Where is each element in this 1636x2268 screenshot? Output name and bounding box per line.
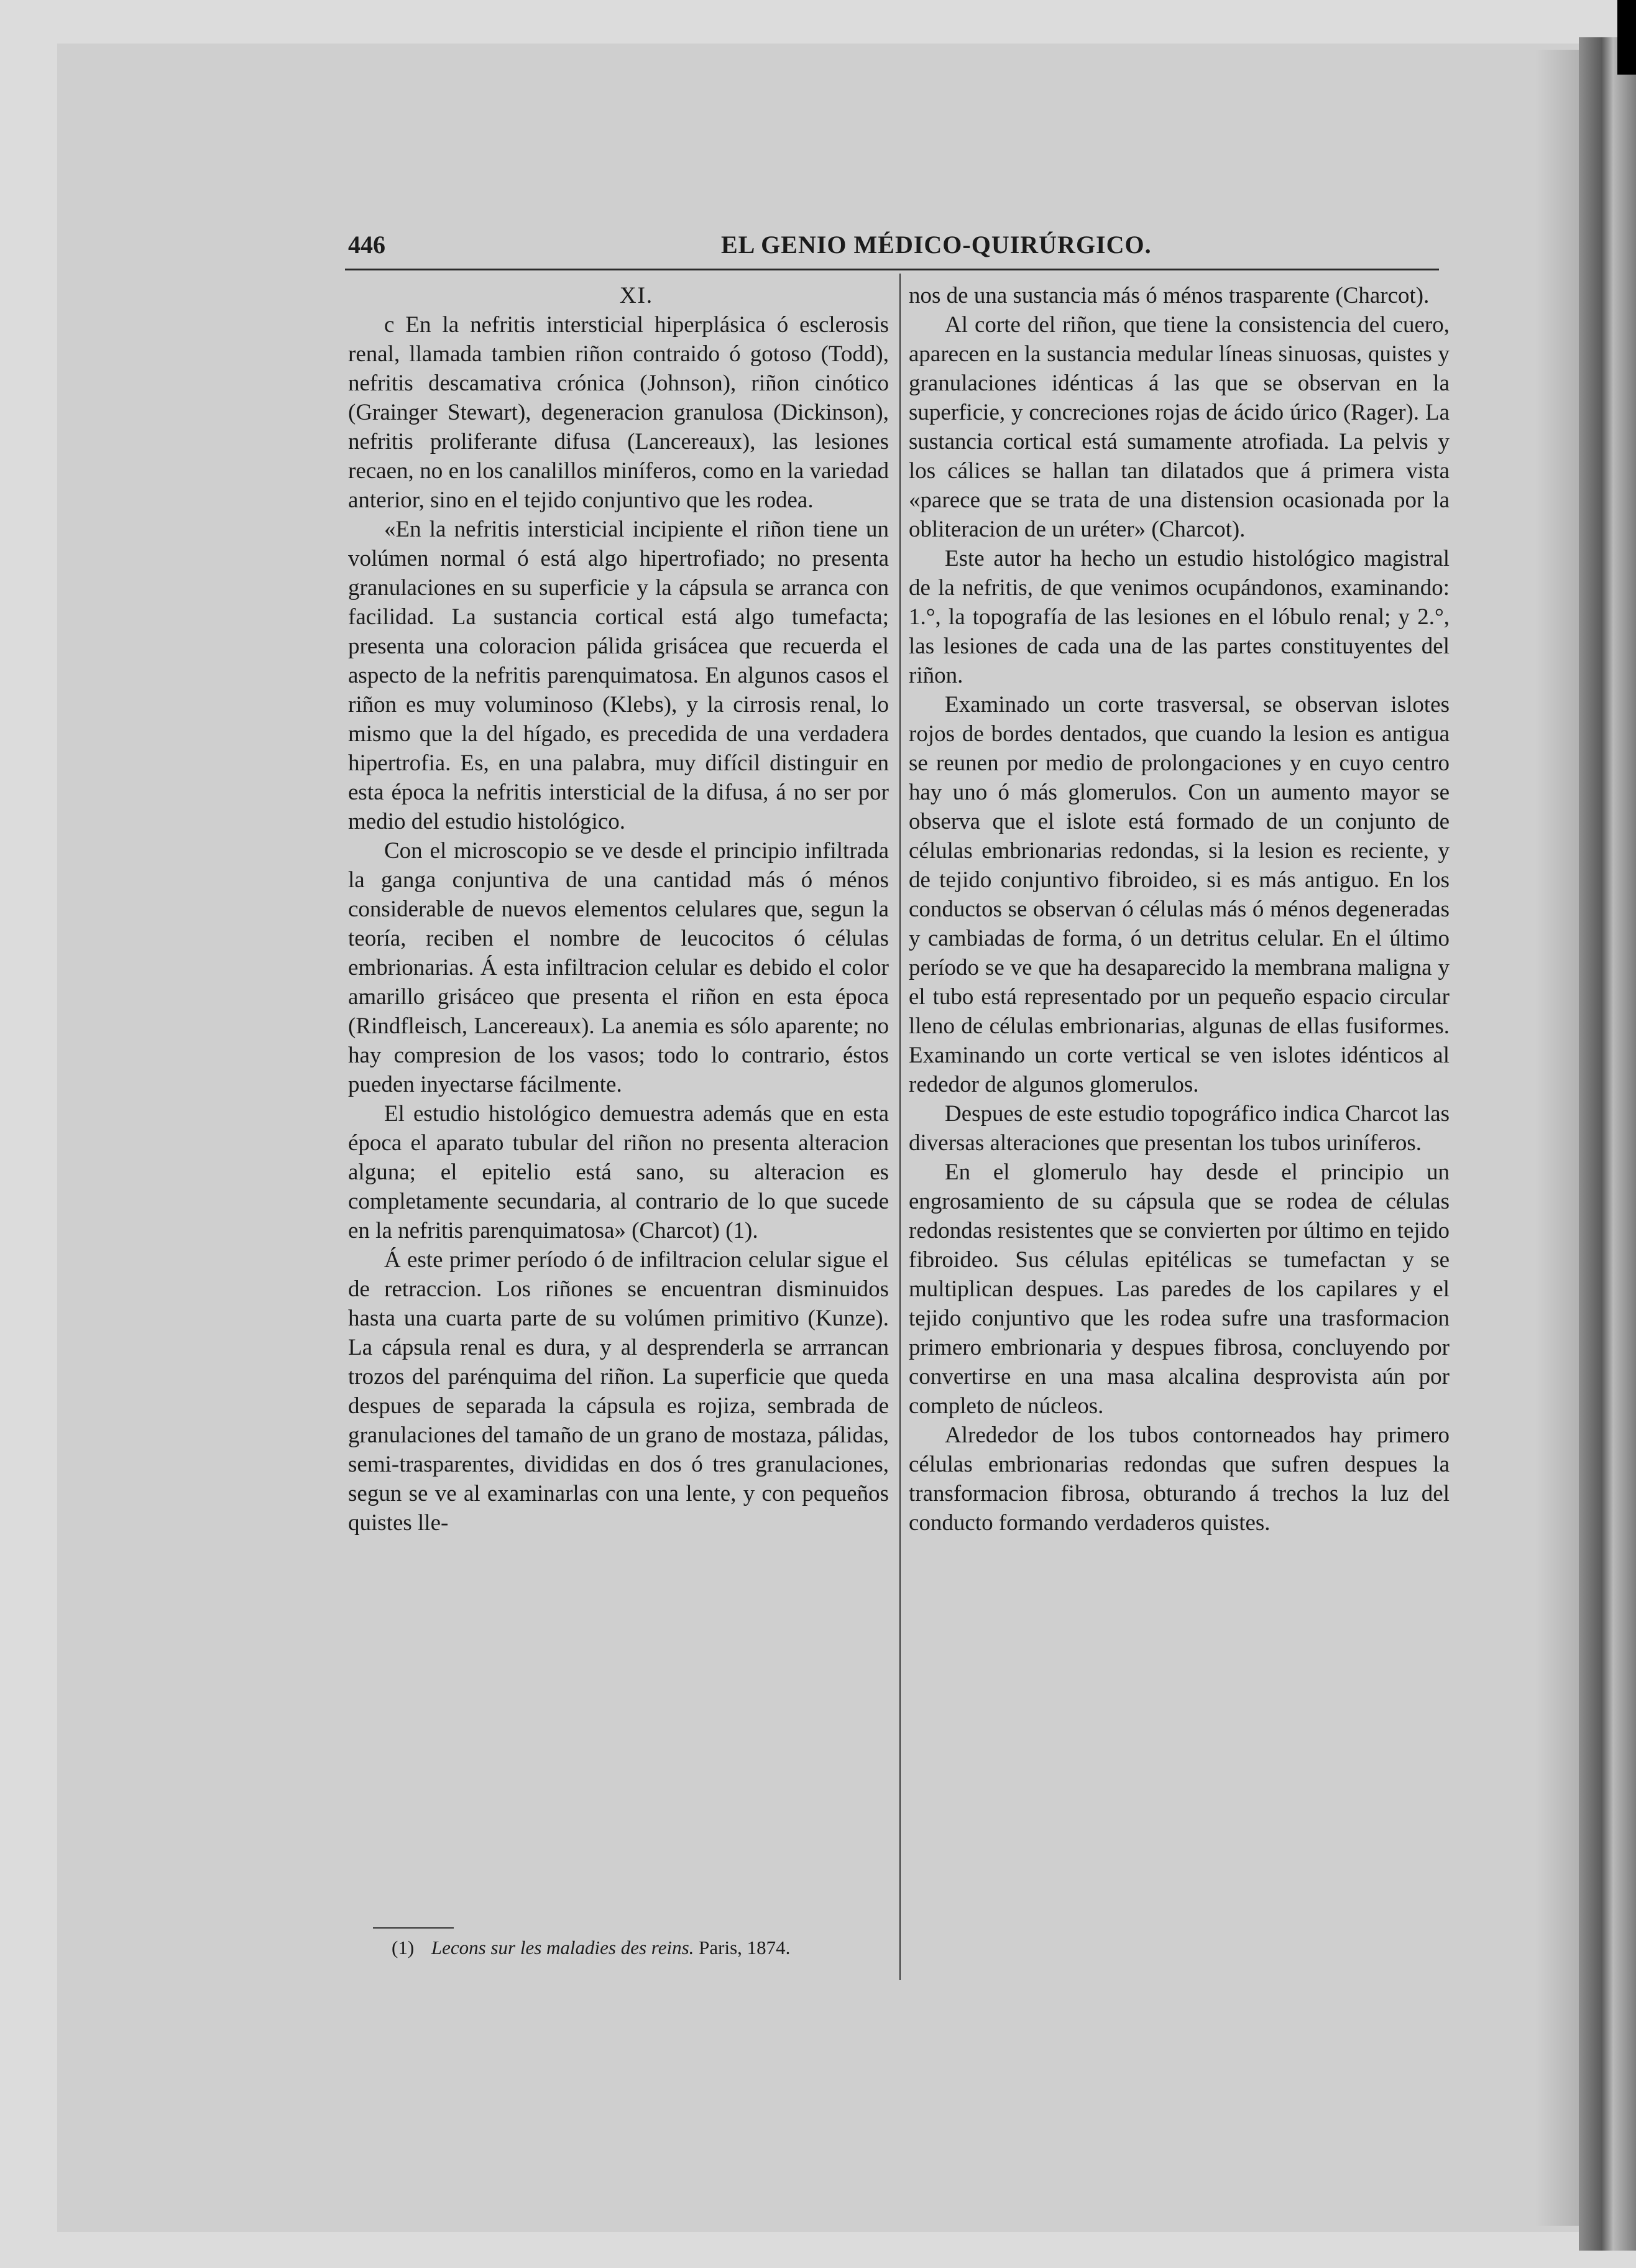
footnote-rule [373, 1927, 454, 1929]
scan-edge-marker [1617, 0, 1636, 75]
running-head [348, 224, 1442, 261]
footnote-title: Lecons sur les maladies des reins. [431, 1937, 694, 1958]
right-column [909, 281, 1450, 1537]
paragraph: Al corte del riñon, que tiene la consistencia del cuero, aparecen en la sustancia medular líneas sinuosas, quistes y granulaciones idénticas á las que se observan en la superficie, y concreciones rojas de ácido úrico (Rager). La sustancia cortical está sumamente atrofiada. La pelvis y los cálices se hallan tan dilatados que á primera vista «parece que se trata de una distension ocasionada por la obliteracion de un uréter» (Charcot). [909, 312, 1450, 542]
footnote-number: (1) [392, 1937, 415, 1958]
paragraph: Á este primer período ó de infiltracion celular sigue el de retraccion. Los riñones se encuentran disminuidos hasta una cuarta parte de su volúmen primitivo (Kunze). La cápsula renal es dura, y al desprenderla se arrrancan trozos del parénquima del riñon. La superficie que queda despues de separada la cápsula es rojiza, sembrada de granulaciones del tamaño de un grano de mostaza, pálidas, semi-trasparentes, divididas en dos ó tres granulaciones, segun se ve al examinarlas con una lente, y con pequeños quistes lle- [348, 1247, 889, 1536]
paragraph: Despues de este estudio topográfico indica Charcot las diversas alteraciones que presentan los tubos uriníferos. [909, 1101, 1450, 1156]
page-number: 446 [348, 231, 385, 259]
paragraph: c En la nefritis intersticial hiperplásica ó esclerosis renal, llamada tambien riñon contraido ó gotoso (Todd), nefritis descamativa crónica (Johnson), riñon cinótico (Grainger Stewart), degeneracion granulosa (Dickinson), nefritis proliferante difusa (Lancereaux), las lesiones recaen, no en los canalillos miníferos, como en la variedad anterior, sino en el tejido conjuntivo que les rodea. [348, 312, 889, 513]
paragraph: Con el microscopio se ve desde el principio infiltrada la ganga conjuntiva de una cantidad más ó ménos considerable de nuevos elementos celulares que, segun la teoría, reciben el nombre de leucocitos ó células embrionarias. Á esta infiltracion celular es debido el color amarillo grisáceo que presenta el riñon en esta época (Rindfleisch, Lancereaux). La anemia es sólo aparente; no hay compresion de los vasos; todo lo contrario, éstos pueden inyectarse fácilmente. [348, 838, 889, 1097]
paragraph: En el glomerulo hay desde el principio un engrosamiento de su cápsula que se rodea de células redondas resistentes que se convierten por último en tejido fibroideo. Sus células epitélicas se tumefactan y se multiplican despues. Las paredes de los capilares y el tejido conjuntivo que les rodea sufre una trasformacion primero embrionaria y despues fibrosa, concluyendo por convertirse en una masa alcalina desprovista aún por completo de núcleos. [909, 1159, 1450, 1419]
paragraph: El estudio histológico demuestra además que en esta época el aparato tubular del riñon no presenta alteracion alguna; el epitelio está sano, su alteracion es completamente secundaria, al contrario de lo que sucede en la nefritis parenquimatosa» (Charcot) (1). [348, 1101, 889, 1243]
section-title: XI. [619, 283, 654, 308]
paragraph: nos de una sustancia más ó ménos trasparente (Charcot). [909, 283, 1430, 308]
left-column [348, 281, 889, 1537]
next-page-edge [1579, 37, 1636, 2251]
paragraph: «En la nefritis intersticial incipiente el riñon tiene un volúmen normal ó está algo hipertrofiado; no presenta granulaciones en su superficie y la cápsula se arranca con facilidad. La sustancia cortical está algo tumefacta; presenta una coloracion pálida grisácea que recuerda el aspecto de la nefritis parenquimatosa. En algunos casos el riñon es muy voluminoso (Klebs), y la cirrosis renal, lo mismo que la del hígado, es precedida de una verdadera hipertrofia. Es, en una palabra, muy difícil distinguir en esta época la nefritis intersticial de la difusa, á no ser por medio del estudio histológico. [348, 517, 889, 834]
paragraph: Alrededor de los tubos contorneados hay primero células embrionarias redondas que sufren despues la transformacion fibrosa, obturando á trechos la luz del conducto formando verdaderos quistes. [909, 1422, 1450, 1536]
column-divider [899, 274, 901, 1980]
footnote-place-year: Paris, 1874. [699, 1937, 791, 1958]
footnote [392, 1936, 901, 1960]
paragraph: Este autor ha hecho un estudio histológico magistral de la nefritis, de que venimos ocupándonos, examinando: 1.°, la topografía de las lesiones en el lóbulo renal; y 2.°, las lesiones de cada una de las partes constituyentes del riñon. [909, 546, 1450, 688]
header-rule [345, 269, 1439, 270]
journal-title: EL GENIO MÉDICO-QUIRÚRGICO. [721, 231, 1152, 259]
paragraph: Examinado un corte trasversal, se observan islotes rojos de bordes dentados, que cuando la lesion es antigua se reunen por medio de prolongaciones y en cuyo centro hay uno ó más glomerulos. Con un aumento mayor se observa que el islote está formado de un conjunto de células embrionarias redondas, si la lesion es reciente, y de tejido conjuntivo fibroideo, si es más antiguo. En los conductos se observan ó células más ó ménos degeneradas y cambiadas de forma, ó un detritus celular. En el último período se ve que ha desaparecido la membrana maligna y el tubo está representado por un pequeño espacio circular lleno de células embrionarias, algunas de ellas fusiformes. Examinando un corte vertical se ven islotes idénticos al rededor de algunos glomerulos. [909, 692, 1450, 1097]
